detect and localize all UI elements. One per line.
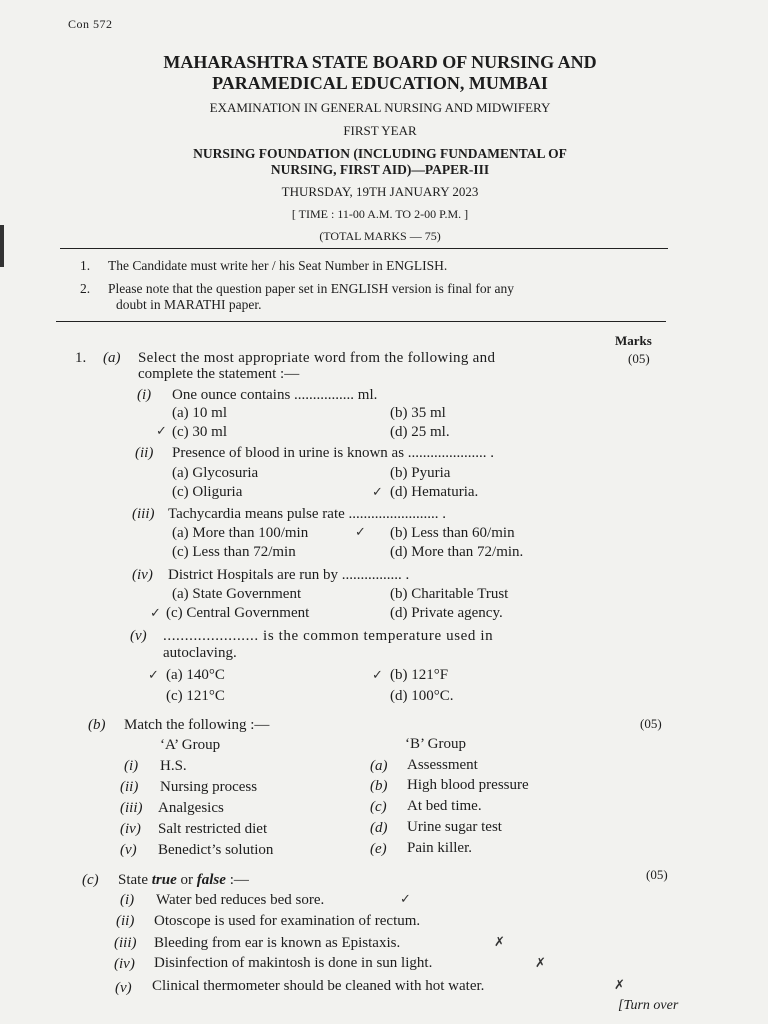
match-a-item: Salt restricted diet <box>158 821 268 837</box>
q1c-label: (c) <box>82 872 99 888</box>
mcq-5-option-a: (a) 140°C <box>166 667 225 683</box>
match-row-num: (ii) <box>120 779 139 795</box>
match-b-item: Pain killer. <box>407 840 472 856</box>
pen-check-mark: ✓ <box>355 525 366 540</box>
match-a-item: H.S. <box>160 758 187 774</box>
instruction-1-num: 1. <box>80 258 91 273</box>
mcq-1-num: (i) <box>137 387 152 403</box>
pen-cross-mark: ✗ <box>494 935 505 950</box>
board-title-line1: MAHARASHTRA STATE BOARD OF NURSING AND <box>163 52 597 72</box>
pen-check-mark: ✓ <box>148 668 159 683</box>
group-a-heading: ‘A’ Group <box>160 737 221 753</box>
mcq-4-stem: District Hospitals are run by ................ . <box>168 567 410 583</box>
mcq-3-option-a: (a) More than 100/min <box>172 525 309 541</box>
match-a-item: Analgesics <box>158 800 224 816</box>
exam-time: [ TIME : 11-00 A.M. TO 2-00 P.M. ] <box>291 207 469 221</box>
mcq-2-option-d: (d) Hematuria. <box>390 484 479 500</box>
q1a-label: (a) <box>103 350 121 366</box>
marks-heading: Marks <box>615 333 652 348</box>
total-marks: (TOTAL MARKS — 75) <box>319 229 441 243</box>
match-b-label: (a) <box>370 758 388 774</box>
pen-check-mark: ✓ <box>372 668 383 683</box>
match-b-item: Assessment <box>407 757 478 773</box>
mcq-1-option-b: (b) 35 ml <box>390 405 446 421</box>
instruction-2-text-cont: doubt in MARATHI paper. <box>116 297 262 312</box>
mcq-5-num: (v) <box>130 628 147 644</box>
match-b-label: (d) <box>370 820 388 836</box>
year-title: FIRST YEAR <box>343 123 417 138</box>
tf-2-num: (ii) <box>116 913 135 929</box>
pen-check-mark: ✓ <box>400 892 411 907</box>
match-row-num: (iii) <box>120 800 143 816</box>
board-title-line2: PARAMEDICAL EDUCATION, MUMBAI <box>212 73 548 93</box>
q1b-title: Match the following :— <box>124 717 270 733</box>
match-row-num: (v) <box>120 842 137 858</box>
tf-4-num: (iv) <box>114 956 135 972</box>
match-row-num: (iv) <box>120 821 141 837</box>
tf-3-num: (iii) <box>114 935 137 951</box>
pen-check-mark: ✓ <box>150 606 161 621</box>
mcq-5-stem: ...................... is the common temperature used in <box>163 628 494 644</box>
tf-1-text: Water bed reduces bed sore. <box>156 892 325 908</box>
exam-date: THURSDAY, 19TH JANUARY 2023 <box>281 184 479 199</box>
instruction-2-num: 2. <box>80 281 91 296</box>
q1c-title: State true or false :— <box>118 872 249 888</box>
mcq-2-stem: Presence of blood in urine is known as ..................... . <box>172 445 495 461</box>
paper-code: Con 572 <box>68 17 113 31</box>
mcq-5-option-b: (b) 121°F <box>390 667 449 683</box>
subject-line1: NURSING FOUNDATION (INCLUDING FUNDAMENTAL OF <box>193 146 567 161</box>
page-edge-mark <box>0 225 4 267</box>
tf-2-text: Otoscope is used for examination of rectum. <box>154 913 421 929</box>
tf-4-text: Disinfection of makintosh is done in sun light. <box>154 955 433 971</box>
pen-check-mark: ✓ <box>156 424 167 439</box>
mcq-4-option-b: (b) Charitable Trust <box>390 586 509 602</box>
match-a-item: Benedict’s solution <box>158 842 274 858</box>
pen-cross-mark: ✗ <box>614 978 625 993</box>
match-b-label: (e) <box>370 841 387 857</box>
match-b-label: (c) <box>370 799 387 815</box>
tf-1-num: (i) <box>120 892 135 908</box>
mcq-1-option-d: (d) 25 ml. <box>390 424 450 440</box>
mcq-4-option-c: (c) Central Government <box>166 605 310 621</box>
mcq-3-stem: Tachycardia means pulse rate ........................ . <box>168 506 447 522</box>
mcq-1-option-c: (c) 30 ml <box>172 424 227 440</box>
instruction-1-text: The Candidate must write her / his Seat Number in ENGLISH. <box>108 258 448 273</box>
mcq-4-option-a: (a) State Government <box>172 586 302 602</box>
match-b-item: At bed time. <box>407 798 482 814</box>
pen-cross-mark: ✗ <box>535 956 546 971</box>
divider-bottom <box>56 321 666 322</box>
tf-3-text: Bleeding from ear is known as Epistaxis. <box>154 935 401 951</box>
q1b-label: (b) <box>88 717 106 733</box>
pen-check-mark: ✓ <box>372 485 383 500</box>
match-b-item: Urine sugar test <box>407 819 502 835</box>
mcq-2-option-a: (a) Glycosuria <box>172 465 259 481</box>
mcq-5-stem-cont: autoclaving. <box>163 645 237 661</box>
q1a-marks: (05) <box>628 351 650 366</box>
mcq-3-option-b: (b) Less than 60/min <box>390 525 515 541</box>
q1-number: 1. <box>75 350 87 366</box>
mcq-4-num: (iv) <box>132 567 153 583</box>
mcq-1-option-a: (a) 10 ml <box>172 405 227 421</box>
mcq-4-option-d: (d) Private agency. <box>390 605 503 621</box>
group-b-heading: ‘B’ Group <box>405 736 466 752</box>
mcq-2-option-c: (c) Oliguria <box>172 484 243 500</box>
match-a-item: Nursing process <box>160 779 258 795</box>
match-b-item: High blood pressure <box>407 777 529 793</box>
q1a-line1: Select the most appropriate word from the following and <box>138 350 496 366</box>
tf-5-text: Clinical thermometer should be cleaned with hot water. <box>152 978 485 994</box>
mcq-3-option-d: (d) More than 72/min. <box>390 544 524 560</box>
q1c-marks: (05) <box>646 867 668 882</box>
q1a-line2: complete the statement :— <box>138 366 300 382</box>
instruction-2-text: Please note that the question paper set in ENGLISH version is final for any <box>108 281 515 296</box>
q1b-marks: (05) <box>640 716 662 731</box>
divider-top <box>60 248 668 249</box>
tf-5-num: (v) <box>115 980 132 996</box>
mcq-3-num: (iii) <box>132 506 155 522</box>
mcq-1-stem: One ounce contains ................ ml. <box>172 387 378 403</box>
turn-over-note: [Turn over <box>618 998 679 1013</box>
mcq-3-option-c: (c) Less than 72/min <box>172 544 296 560</box>
mcq-5-option-d: (d) 100°C. <box>390 688 454 704</box>
mcq-2-num: (ii) <box>135 445 154 461</box>
exam-title: EXAMINATION IN GENERAL NURSING AND MIDWIFERY <box>209 100 551 115</box>
match-row-num: (i) <box>124 758 139 774</box>
mcq-5-option-c: (c) 121°C <box>166 688 225 704</box>
subject-line2: NURSING, FIRST AID)—PAPER-III <box>270 162 490 177</box>
mcq-2-option-b: (b) Pyuria <box>390 465 451 481</box>
match-b-label: (b) <box>370 778 388 794</box>
